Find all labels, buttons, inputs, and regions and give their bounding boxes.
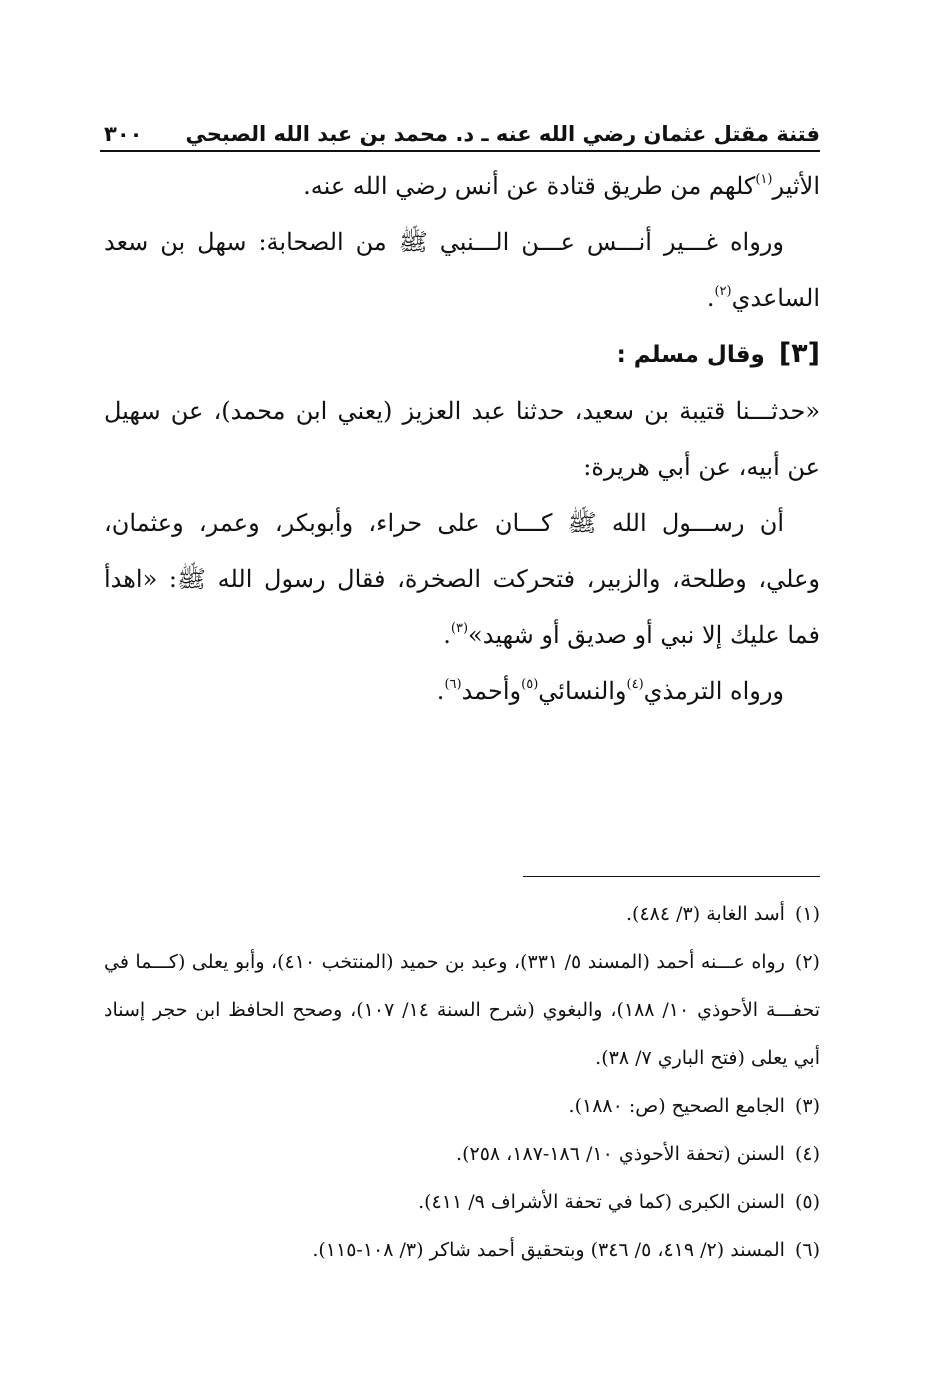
footnote-2: (٢)رواه عـــنه أحمد (المسند ٥/ ٣٣١)، وعبد بن حميد (المنتخب ٤١٠)، وأبو يعلى (كـــما في تحفـــة الأحوذي ١٠/ ١٨٨)، والبغوي (شرح السنة ١٤/ ١٠٧)، وصحح الحافظ ابن حجر إسناد أبي يعلى (فتح الباري ٧/ ٣٨). [104, 951, 820, 1069]
footnote-ref-6[interactable]: (٦) [444, 677, 462, 692]
section-number: [٣] [778, 338, 820, 369]
paragraph-2: ورواه غـــير أنـــس عـــن الـــنبي ﷺ من الصحابة: سهل بن سعد الساعدي$^{(٢)}$. [104, 228, 820, 312]
footnote-ref-1[interactable]: (١) [755, 172, 773, 187]
page-number: ٣٠٠ [104, 122, 143, 146]
footnote-6: (٦)المسند (٢/ ٤١٩، ٥/ ٣٤٦) وبتحقيق أحمد شاكر (٣/ ١٠٨-١١٥). [312, 1239, 820, 1261]
header-title: فتنة مقتل عثمان رضي الله عنه ـ د. محمد بن عبد الله الصبحي [185, 122, 820, 146]
footnote-ref-4[interactable]: (٤) [626, 677, 644, 692]
paragraph-4: أن رســـول الله ﷺ كـــان على حراء، وأبوبكر، وعمر، وعثمان، وعلي، وطلحة، والزبير، فتحركت الصخرة، فقال رسول الله ﷺ: «اهدأ فما عليك إلا نبي أو صديق أو شهيد»$^{(٣)}$. [104, 509, 820, 649]
footnote-1: (١)أسد الغابة (٣/ ٤٨٤). [626, 903, 820, 925]
paragraph-5: ورواه الترمذي$^{(٤)}$والنسائي$^{(٥)}$وأحمد$^{(٦)}$. [436, 677, 784, 705]
section-heading [104, 326, 820, 383]
main-text [104, 158, 820, 719]
footnote-ref-5[interactable]: (٥) [521, 677, 539, 692]
section-title: وقال مسلم : [616, 342, 765, 368]
footnote-ref-3[interactable]: (٣) [450, 621, 469, 636]
paragraph-1: الأثير$^{(١)}$كلهم من طريق قتادة عن أنس رضي الله عنه. [303, 172, 820, 200]
header-rule [100, 150, 820, 152]
footnote-ref-2[interactable]: (٢) [714, 284, 732, 299]
footnote-3: (٣)الجامع الصحيح (ص: ١٨٨٠). [568, 1095, 820, 1117]
running-header [104, 110, 820, 146]
footnotes [104, 890, 820, 1274]
footnote-5: (٥)السنن الكبرى (كما في تحفة الأشراف ٩/ ٤١١). [418, 1191, 820, 1213]
paragraph-3: «حدثـــنا قتيبة بن سعيد، حدثنا عبد العزيز (يعني ابن محمد)، عن سهيل عن أبيه، عن أبي هريرة: [104, 397, 820, 481]
footnote-4: (٤)السنن (تحفة الأحوذي ١٠/ ١٨٦-١٨٧، ٢٥٨). [456, 1143, 820, 1165]
footnote-separator [523, 876, 820, 877]
